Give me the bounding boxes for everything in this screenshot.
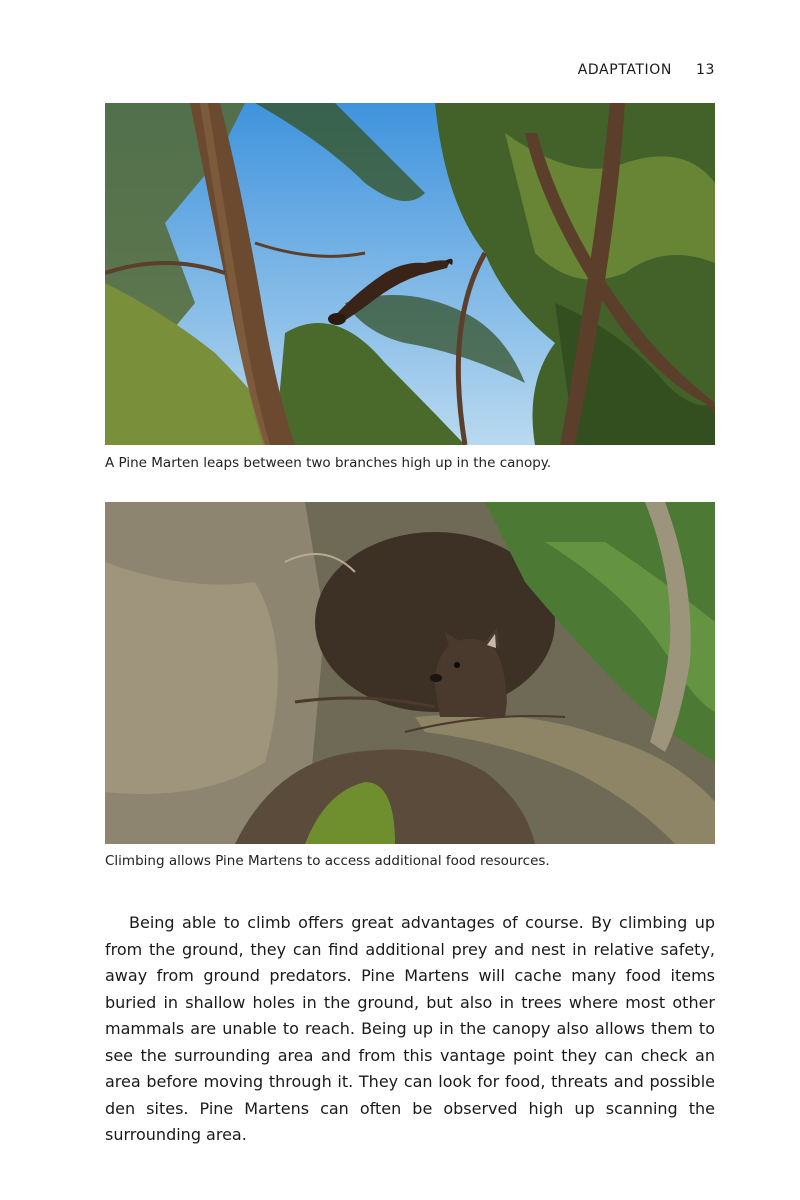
figure-2-caption: Climbing allows Pine Martens to access additional food resources. bbox=[105, 853, 550, 869]
body-paragraph: Being able to climb offers great advantages of course. By climbing up from the ground, they can find additional prey and nest in relative safety, away from ground predators. Pine Martens will cache many food items buried in shallow holes in the ground, but also in trees where most other mammals are unable to reach. Being up in the canopy also allows them to see the surrounding area and from this vantage point they can check an area before moving through it. They can look for food, threats and possible den sites. Pine Martens can often be observed high up scanning the surrounding area. bbox=[105, 913, 715, 1144]
forest-floor-photo bbox=[105, 502, 715, 844]
section-title: ADAPTATION bbox=[577, 62, 672, 78]
canopy-leap-photo bbox=[105, 103, 715, 445]
page-number: 13 bbox=[695, 62, 715, 78]
figure-1-caption: A Pine Marten leaps between two branches high up in the canopy. bbox=[105, 455, 552, 471]
running-head bbox=[578, 62, 715, 78]
